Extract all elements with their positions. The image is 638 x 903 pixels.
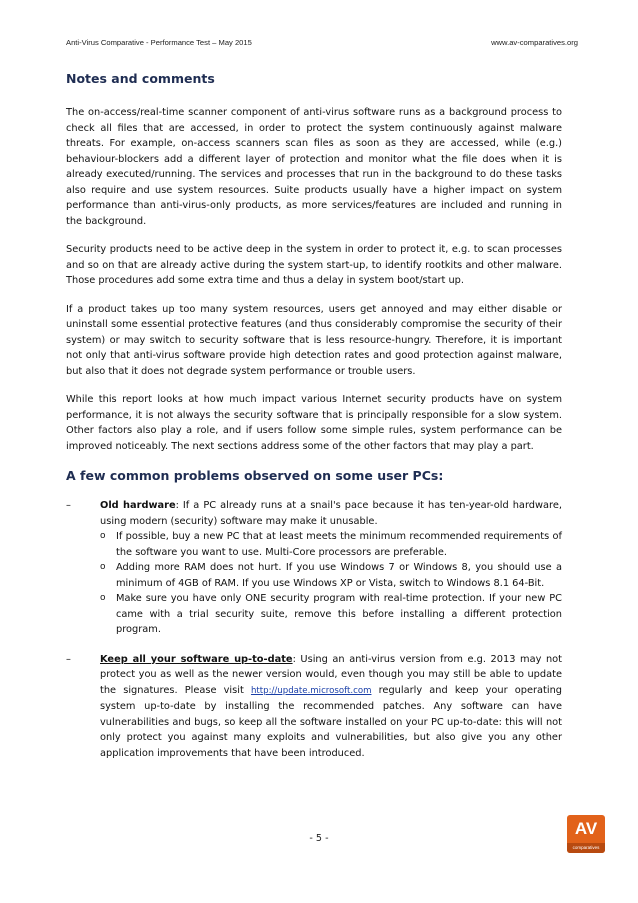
sub-list <box>100 529 562 638</box>
notes-paragraph: If a product takes up too many system resources, users get annoyed and may either disable or uninstall some essential protective features (and thus considerably compromise the security of their system) or may switch to security software that is less resource-hungry. Therefore, it is important not only that anti-virus software provide high detection rates and good protection against malware, but also that it does not degrade system performance or trouble users. <box>66 303 562 377</box>
page-content <box>66 70 562 761</box>
logo-subtitle: comparatives <box>572 845 600 850</box>
notes-paragraph: While this report looks at how much impact various Internet security products have on system performance, it is not always the security software that is principally responsible for a slow system. Other factors also play a role, and if users follow some simple rules, system performance can be improved noticeably. The next sections address some of the other factors that may play a part. <box>66 394 562 452</box>
sub-list-item <box>100 560 562 591</box>
problem-item-keep-updated <box>66 652 562 762</box>
notes-paragraph: The on-access/real-time scanner component of anti-virus software runs as a background process to check all files that are accessed, in order to protect the system continuously against malware threats. For example, on-access scanners scan files as soon as they are accessed, while (e.g.) behaviour-blockers add a different layer of protection and monitor what the file does when it is already executed/running. The services and processes that run in the background to do these tasks also require and use system resources. Suite products usually have a higher impact on system performance than anti-virus-only products, as more services/features are included and running in the background. <box>66 107 562 227</box>
sub-list-item <box>100 591 562 638</box>
problem-text: : If a PC already runs at a snail's pace because it has ten-year-old hardware, using modern (security) software may make it unusable. <box>100 500 562 527</box>
sub-item-text: Make sure you have only ONE security program with real-time protection. If your new PC came with a trial security suite, remove this before installing a different protection program. <box>116 593 562 635</box>
header-website: www.av-comparatives.org <box>491 38 578 47</box>
av-comparatives-logo <box>567 815 605 853</box>
page-number: - 5 - <box>309 833 329 844</box>
dash-marker: – <box>66 500 71 511</box>
problem-item-old-hardware <box>66 498 562 638</box>
sub-list-item <box>100 529 562 560</box>
logo-mark: AV <box>574 819 598 838</box>
problem-lead: Keep all your software up-to-date <box>100 653 293 665</box>
sub-item-text: Adding more RAM does not hurt. If you use Windows 7 or Windows 8, you should use a minimum of 4GB of RAM. If you use Windows XP or Vista, switch to Windows 8.1 64-Bit. <box>116 562 562 589</box>
problems-heading: A few common problems observed on some user PCs: <box>66 468 444 483</box>
bullet-marker: o <box>100 531 106 541</box>
notes-heading: Notes and comments <box>66 71 215 86</box>
sub-item-text: If possible, buy a new PC that at least meets the minimum recommended requirements of the software you want to use. Multi-Core processors are preferable. <box>116 531 562 558</box>
problem-text: regularly and keep your operating system up-to-date by installing the recommended patches. Any software can have vulnerabilities and bugs, so keep all the software installed on your PC up-to-date: this will not only protect you against many exploits and vulnerabilities, but also give you any other application improvements that have been introduced. <box>100 684 562 759</box>
microsoft-update-link[interactable]: http://update.microsoft.com <box>250 685 372 696</box>
bullet-marker: o <box>100 562 106 572</box>
bullet-marker: o <box>100 593 106 603</box>
problem-text: : Using an anti-virus version from e.g. 2013 may not protect you as well as the newer version would, even though you may still be able to update the signatures. Please visit <box>100 653 562 696</box>
dash-marker: – <box>66 653 71 665</box>
header-title: Anti-Virus Comparative - Performance Test – May 2015 <box>66 38 252 47</box>
problem-lead: Old hardware <box>100 500 176 511</box>
notes-paragraph: Security products need to be active deep in the system in order to protect it, e.g. to scan processes and so on that are already active during the system start-up, to identify rootkits and other malware. Those procedures add some extra time and thus a delay in system boot/start up. <box>66 244 562 286</box>
